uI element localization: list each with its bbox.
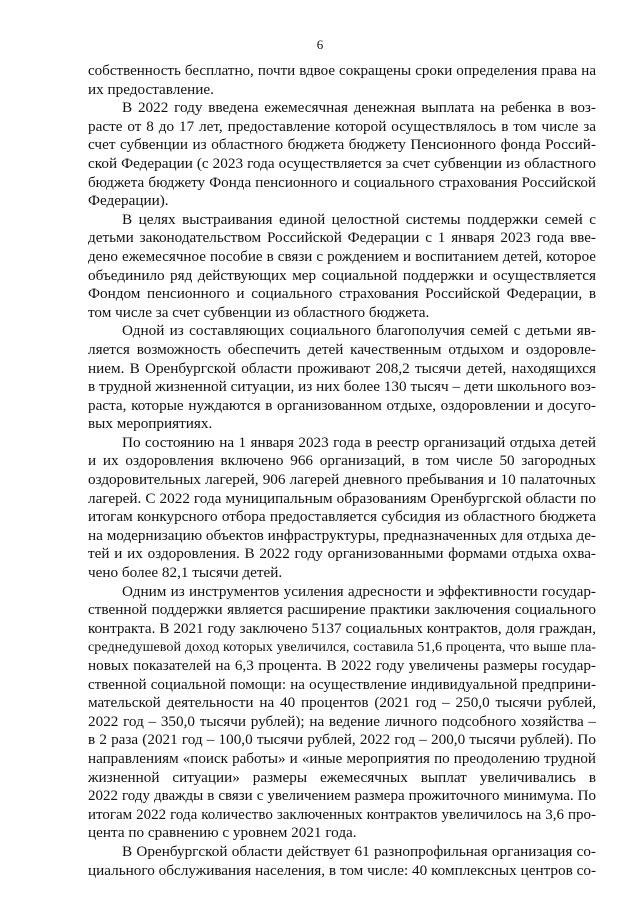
text-line: чено более 82,1 тысячи детей. bbox=[88, 564, 283, 582]
text-line: раста, которые нуждаются в организованном отдыхе, оздоровлении и досуго- bbox=[88, 396, 596, 414]
page-number: 6 bbox=[316, 37, 324, 52]
text-line: их предоставление. bbox=[88, 80, 214, 98]
text-line: на модернизацию объектов инфраструктуры, предназначенных для отдыха де- bbox=[88, 526, 596, 544]
text-line: В 2022 году введена ежемесячная денежная выплата на ребенка в воз- bbox=[122, 99, 596, 117]
text-line: дено ежемесячное пособие в связи с рождением и воспитанием детей, которое bbox=[88, 248, 596, 265]
text-line: Одним из инструментов усиления адресности и эффективности государ- bbox=[122, 582, 596, 600]
text-line: ляется возможность обеспечить детей качественным отдыхом и оздоровле- bbox=[88, 340, 596, 358]
text-line: ственной поддержки является расширение практики заключения социального bbox=[88, 601, 596, 619]
text-line: счет субвенции из областного бюджета бюджету Пенсионного фонда Россий- bbox=[88, 136, 596, 154]
text-line: вых мероприятиях. bbox=[88, 415, 213, 433]
text-line: итогам 2022 года количество заключенных контрактов увеличилось на 3,6 про- bbox=[88, 806, 596, 823]
text-line: новых показателей на 6,3 процента. В 2022 году увеличены размеры государ- bbox=[88, 657, 596, 674]
text-line: цента по сравнению с уровнем 2021 года. bbox=[88, 824, 357, 842]
text-line: и их оздоровления включено 966 организаций, в том числе 50 загородных bbox=[88, 452, 596, 470]
text-line: циального обслуживания населения, в том числе: 40 комплексных центров со- bbox=[88, 861, 596, 879]
text-line: По состоянию на 1 января 2023 года в реестр организаций отдыха детей bbox=[122, 433, 596, 451]
text-line: бюджета бюджету Фонда пенсионного и социального страхования Российской bbox=[88, 174, 596, 191]
text-line: том числе за счет субвенции из областного бюджета. bbox=[88, 303, 430, 321]
text-line: В Оренбургской области действует 61 разнопрофильная организация со- bbox=[122, 842, 596, 860]
text-line: Одной из составляющих социального благополучия семей с детьми яв- bbox=[122, 322, 596, 340]
text-line: объединило ряд действующих мер социальной поддержки и осуществляется bbox=[88, 266, 596, 284]
text-line: ственной социальной помощи: на осуществление индивидуальной предприни- bbox=[88, 676, 596, 693]
text-line: среднедушевой доход которых увеличился, составила 51,6 процента, что выше пла- bbox=[88, 639, 596, 656]
text-line: Фондом пенсионного и социального страхования Российской Федерации, в bbox=[88, 285, 596, 303]
text-line: В целях выстраивания единой целостной системы поддержки семей с bbox=[122, 210, 596, 228]
text-line: жизненной ситуации» размеры ежемесячных выплат увеличивались в bbox=[88, 768, 596, 786]
text-line: собственность бесплатно, почти вдвое сокращены сроки определения права на bbox=[88, 63, 596, 79]
text-line: расте от 8 до 17 лет, предоставление которой осуществлялось в том числе за bbox=[88, 117, 596, 135]
text-line: итогам конкурсного отбора предоставляется субсидия из областного бюджета bbox=[88, 508, 596, 526]
text-line: детьми законодательством Российской Федерации с 1 января 2023 года вве- bbox=[88, 229, 596, 247]
body-text bbox=[88, 62, 596, 880]
text-line: мательской деятельности на 40 процентов (2021 год – 250,0 тысячи рублей, bbox=[88, 694, 596, 712]
text-line: ской Федерации (с 2023 года осуществляется за счет субвенции из областного bbox=[88, 154, 596, 172]
text-line: в трудной жизненной ситуации, из них более 130 тысяч – дети школьного воз- bbox=[88, 378, 596, 396]
text-line: контракта. В 2021 году заключено 5137 социальных контрактов, доля граждан, bbox=[88, 620, 596, 637]
text-line: оздоровительных лагерей, 906 лагерей дневного пребывания и 10 палаточных bbox=[88, 471, 596, 489]
text-line: тей и их оздоровления. В 2022 году организованными формами отдыха охва- bbox=[88, 545, 596, 563]
text-line: 2022 год – 350,0 тысячи рублей); на ведение личного подсобного хозяйства – bbox=[88, 712, 596, 730]
text-line: Федерации). bbox=[88, 192, 169, 210]
text-line: нием. В Оренбургской области проживают 208,2 тысячи детей, находящихся bbox=[88, 359, 596, 377]
text-line: в 2 раза (2021 год – 100,0 тысячи рублей, 2022 год – 200,0 тысячи рублей). По bbox=[88, 731, 596, 749]
text-line: 2022 году дважды в связи с увеличением размера прожиточного минимума. По bbox=[88, 788, 596, 805]
text-line: лагерей. С 2022 года муниципальным образованиям Оренбургской области по bbox=[88, 489, 596, 507]
text-line: направлениям «поиск работы» и «иные мероприятия по преодолению трудной bbox=[88, 750, 596, 767]
